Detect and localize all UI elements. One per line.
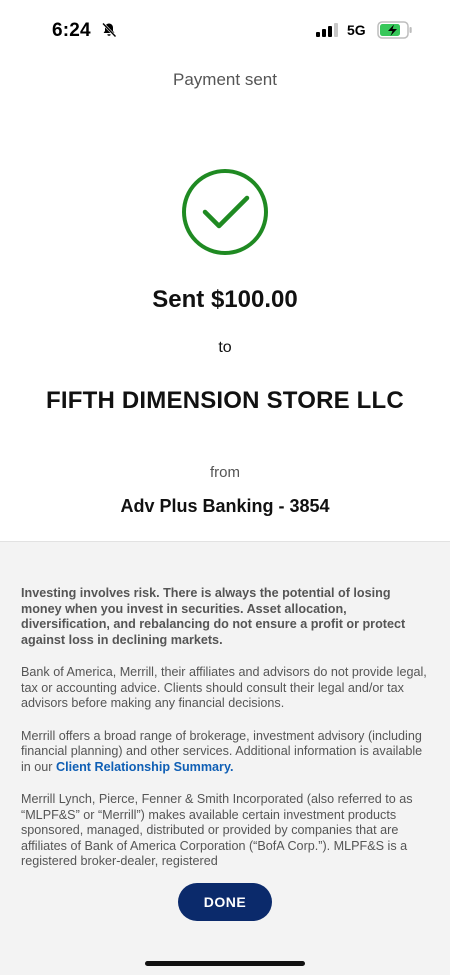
footer (0, 880, 450, 975)
disclosure-mlpfs: Merrill Lynch, Pierce, Fenner & Smith Incorporated (also referred to as “MLPF&S” or “Merrill”) makes available certain investment products sponsored, managed, distributed or provided by companies that are affiliates of Bank of America Corporation (“BofA Corp.”). MLPF&S is a registered broker-dealer, registered (21, 792, 413, 868)
status-time: 6:24 (52, 20, 91, 41)
from-label: from (210, 464, 240, 481)
disclosure-panel[interactable] (0, 541, 450, 881)
from-account: Adv Plus Banking - 3854 (120, 496, 330, 516)
disclosure-risk: Investing involves risk. There is always the potential of losing money when you invest in securities. Asset allocation, diversification, and rebalancing do not ensure a profit or protect against loss in declining markets. (21, 586, 406, 647)
sent-amount: Sent $100.00 (152, 286, 298, 313)
signal-bars-icon (316, 23, 338, 37)
disclosure-advice: Bank of America, Merrill, their affiliates and advisors do not provide legal, tax or accounting advice. Clients should consult their legal and/or tax advisors before making any financial decisions. (21, 665, 427, 710)
page-title: Payment sent (173, 70, 277, 89)
network-type: 5G (347, 22, 366, 38)
checkmark-circle-icon (181, 168, 269, 256)
bell-muted-icon (101, 22, 117, 38)
home-indicator (145, 961, 305, 966)
battery-charging-icon (377, 20, 413, 40)
recipient-name: FIFTH DIMENSION STORE LLC (46, 387, 404, 414)
status-bar (0, 0, 450, 62)
to-label: to (218, 339, 232, 356)
client-relationship-summary-link[interactable]: Client Relationship Summary. (56, 759, 234, 774)
done-button[interactable]: DONE (178, 883, 272, 921)
disclosure-services (21, 729, 431, 776)
disclosure-services-text: Merrill offers a broad range of brokerage, investment advisory (including financial planning) and other services. Additional information is available in our (21, 728, 423, 774)
